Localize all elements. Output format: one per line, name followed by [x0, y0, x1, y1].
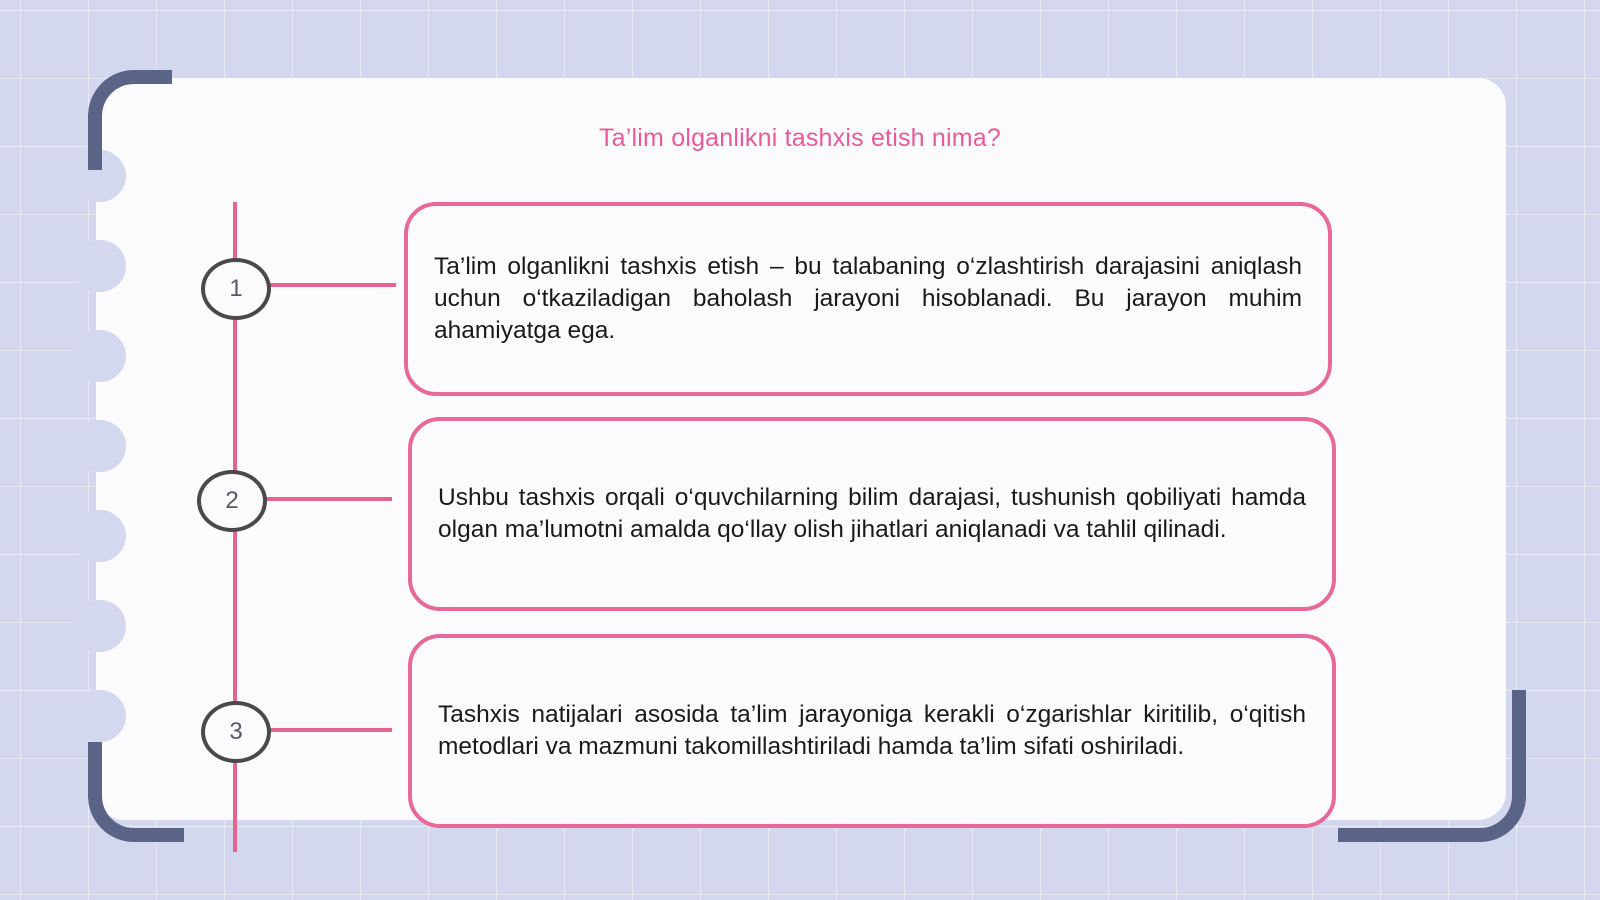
notebook-hole	[72, 690, 126, 742]
timeline-connector	[268, 283, 396, 287]
slide-title: Ta’lim olganlikni tashxis etish nima?	[598, 124, 1002, 152]
step-text: Tashxis natijalari asosida ta’lim jarayoniga kerakli o‘zgarishlar kiritilib, o‘qitish metodlari va mazmuni takomillashtiriladi hamda ta’lim sifati oshiriladi.	[438, 701, 1306, 760]
notebook-hole	[72, 330, 126, 382]
step-text: Ushbu tashxis orqali o‘quvchilarning bilim darajasi, tushunish qobiliyati hamda olgan ma’lumotni amalda qo‘llay olish jihatlari aniqlanadi va tahlil qilinadi.	[438, 484, 1306, 543]
step-number-label: 1	[229, 275, 243, 302]
notebook-hole	[72, 510, 126, 562]
step-number-1	[201, 258, 271, 320]
corner-bracket-bottom-left	[88, 742, 184, 842]
corner-bracket-top-left	[88, 70, 172, 170]
step-text: Ta’lim olganlikni tashxis etish – bu talabaning o‘zlashtirish darajasini aniqlash uchun o‘tkaziladigan baholash jarayoni hisoblanadi. Bu jarayon muhim ahamiyatga ega.	[434, 253, 1302, 344]
step-box-1	[404, 202, 1332, 396]
notebook-hole	[72, 240, 126, 292]
step-number-label: 2	[225, 487, 239, 514]
step-box-2	[408, 417, 1336, 611]
timeline-connector	[264, 497, 392, 501]
notebook-hole	[72, 600, 126, 652]
notebook-hole	[72, 420, 126, 472]
corner-bracket-bottom-right	[1338, 690, 1526, 842]
step-number-label: 3	[229, 718, 243, 745]
step-number-3	[201, 701, 271, 763]
step-box-3	[408, 634, 1336, 828]
step-number-2	[197, 470, 267, 532]
timeline-connector	[268, 728, 392, 732]
